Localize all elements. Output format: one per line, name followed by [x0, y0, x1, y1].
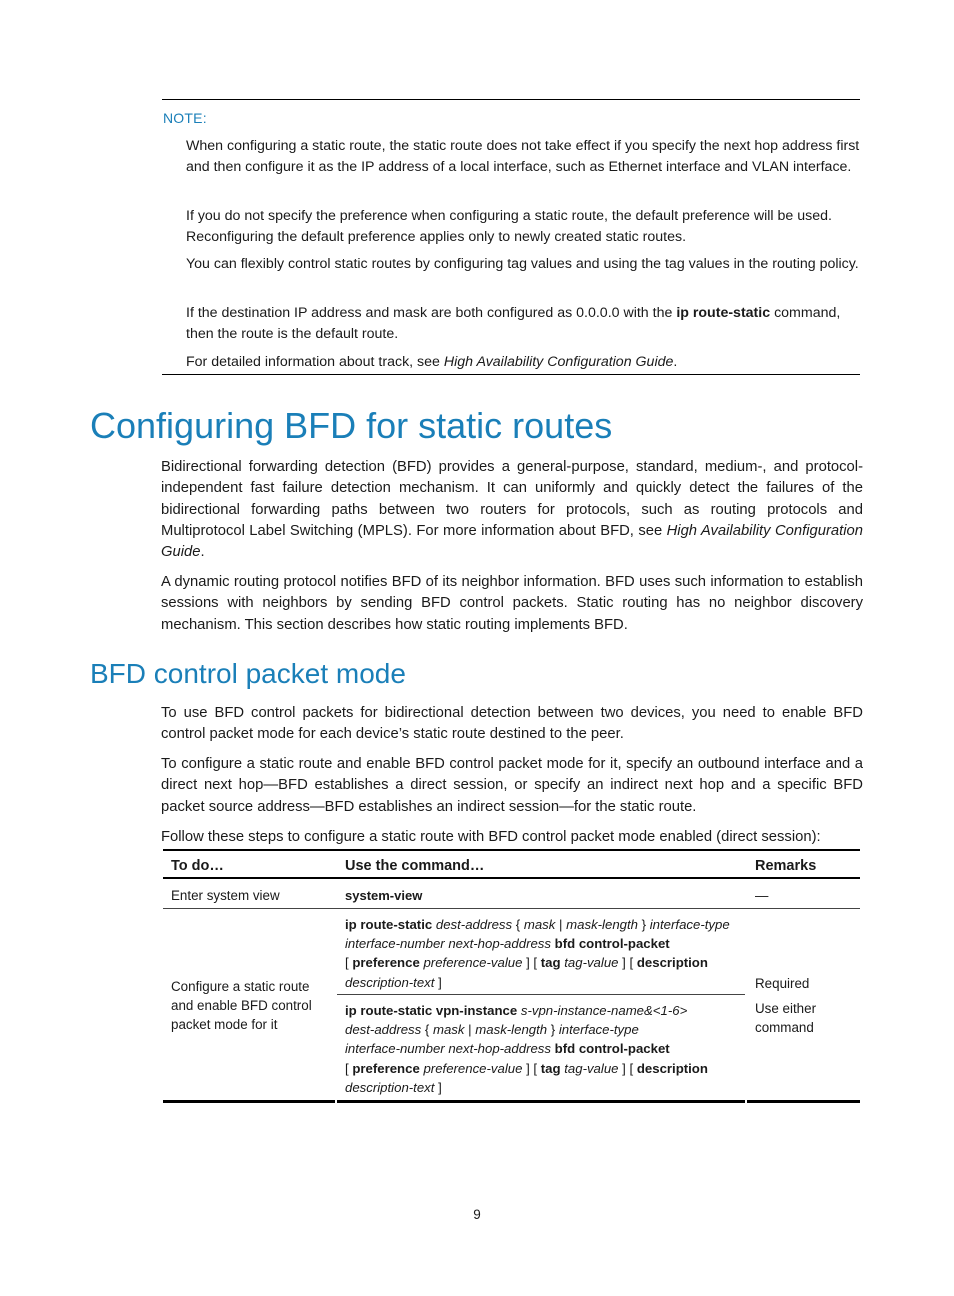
cmd1-brace: { — [515, 917, 521, 932]
note-paragraph-4 — [186, 303, 860, 345]
note-paragraph-1: When configuring a static route, the static route does not take effect if you specify the next hop address first and then configure it as the IP address of a local interface, such as Ethernet interface and VLAN interface. — [186, 138, 860, 175]
table-header-command: Use the command… — [345, 858, 485, 874]
cmd2-brace: } — [550, 1022, 556, 1038]
note-p4-text-after: command, then the route is the default route. — [186, 305, 841, 342]
table-inner-rule — [337, 994, 745, 995]
note-paragraph-3: You can flexibly control static routes by configuring tag values and using the tag values in the routing policy. — [186, 256, 859, 272]
cmd2-keyword: ip route-static vpn-instance — [345, 1003, 518, 1018]
note-p4-text: If the destination IP address and mask are both configured as 0.0.0.0 with the — [186, 305, 677, 321]
row2-command-1 — [345, 915, 745, 992]
cmd2-pipe: | — [468, 1022, 472, 1038]
section2-paragraph-2: To configure a static route and enable BFD control packet mode for it, specify an outbound interface and a direct next hop—BFD establishes a direct session, or specify an indirect next hop and a specific BFD packet source address—BFD establishes an indirect session—for the static route. — [161, 756, 863, 815]
cmd2-keyword: tag — [540, 1060, 561, 1076]
cmd1-keyword: tag — [540, 955, 561, 971]
cmd1-keyword: bfd control-packet — [554, 936, 670, 952]
table-bottom-rule-2 — [337, 1100, 745, 1103]
note-box — [162, 99, 860, 375]
cmd2-arg: tag-value — [564, 1060, 619, 1076]
note-paragraph-2: If you do not specify the preference when configuring a static route, the default preference will be used. Reconfiguring the default preference applies only to newly created static routes. — [186, 208, 832, 245]
cmd1-arg: tag-value — [564, 955, 619, 971]
cmd2-arg: description-text — [345, 1079, 435, 1095]
cmd2-bracket: ] [ — [526, 1060, 538, 1076]
cmd1-keyword: preference — [352, 955, 420, 971]
row1-command: system-view — [345, 888, 423, 903]
cmd2-bracket: [ — [345, 1060, 349, 1076]
cmd2-arg: preference-value — [423, 1060, 523, 1076]
note-p5-guide-ref: High Availability Configuration Guide — [443, 354, 674, 370]
cmd1-bracket: ] — [438, 974, 442, 990]
section1-paragraph-1 — [161, 457, 863, 563]
cmd2-arg: dest-address — [345, 1022, 422, 1038]
cmd1-keyword: description — [636, 955, 708, 971]
cmd1-arg: dest-address — [435, 917, 513, 932]
note-p5-text: For detailed information about track, see — [186, 354, 444, 370]
table-bottom-rule-3 — [747, 1100, 860, 1103]
section1-p1-text-after: . — [200, 544, 205, 561]
section1-p1-guide-ref: High Availability Configuration Guide — [161, 522, 863, 561]
note-paragraph-5 — [186, 352, 860, 373]
cmd2-arg: mask-length — [475, 1022, 548, 1038]
section-title-bfd-control-packet-mode: BFD control packet mode — [90, 658, 406, 689]
cmd2-arg: interface-type — [558, 1022, 639, 1038]
cmd1-brace: } — [641, 917, 647, 932]
cmd2-arg: interface-number next-hop-address — [345, 1041, 551, 1057]
row2-remarks-required: Required — [755, 976, 810, 991]
cmd1-bracket: ] [ — [622, 955, 634, 971]
page-number: 9 — [473, 1207, 481, 1222]
cmd2-bracket: ] — [438, 1079, 442, 1095]
cmd1-keyword: ip route-static — [345, 917, 433, 932]
section-title-bfd-static-routes: Configuring BFD for static routes — [90, 405, 613, 446]
table-top-rule — [163, 849, 860, 851]
cmd1-pipe: | — [559, 917, 563, 932]
table-bottom-rule-1 — [163, 1100, 335, 1103]
cmd2-keyword: bfd control-packet — [554, 1041, 670, 1057]
row2-command-2 — [345, 1001, 745, 1097]
section1-p1-text: Bidirectional forwarding detection (BFD) provides a general-purpose, standard, medium-, and protocol-independent fast failure detection mechanism. It can uniformly and quickly detect the failures of the bidirectional forwarding paths between two routers for protocols, such as routing protocols and Multiprotocol Label Switching (MPLS). For more information about BFD, see — [161, 459, 863, 539]
row2-remarks-either: Use either command — [755, 1001, 817, 1035]
cmd2-bracket: ] [ — [622, 1060, 634, 1076]
cmd1-arg: preference-value — [423, 955, 523, 971]
section1-paragraph-2: A dynamic routing protocol notifies BFD of its neighbor information. BFD uses such information to establish sessions with neighbors by sending BFD control packets. Static routing has no neighbor discovery mechanism. This section describes how static routing implements BFD. — [161, 574, 863, 633]
cmd2-keyword: preference — [352, 1060, 420, 1076]
row2-todo: Configure a static route and enable BFD control packet mode for it — [171, 979, 312, 1032]
section2-paragraph-1: To use BFD control packets for bidirectional detection between two devices, you need to enable BFD control packet mode for each device’s static route destined to the peer. — [161, 705, 863, 743]
cmd1-arg: mask — [523, 917, 556, 932]
note-label: NOTE: — [163, 110, 207, 126]
cmd1-bracket: [ — [345, 955, 349, 971]
row1-remarks: — — [755, 888, 769, 903]
cmd2-keyword: description — [636, 1060, 708, 1076]
cmd2-brace: { — [424, 1022, 430, 1038]
cmd2-arg: mask — [432, 1022, 465, 1038]
row1-todo: Enter system view — [171, 888, 280, 903]
cmd1-arg: interface-type — [649, 917, 730, 932]
cmd1-arg: interface-number next-hop-address — [345, 936, 551, 952]
section2-paragraph-3: Follow these steps to configure a static route with BFD control packet mode enabled (direct session): — [161, 829, 821, 845]
note-p5-text-after: . — [673, 354, 678, 370]
note-p4-command: ip route-static — [676, 305, 771, 321]
cmd2-arg: s-vpn-instance-name&<1-6> — [520, 1003, 688, 1018]
cmd1-arg: description-text — [345, 974, 435, 990]
table-header-rule — [163, 877, 860, 879]
cmd1-bracket: ] [ — [526, 955, 538, 971]
table-header-remarks: Remarks — [755, 858, 817, 874]
table-header-todo: To do… — [171, 858, 224, 874]
cmd1-arg: mask-length — [566, 917, 638, 932]
table-row-rule — [163, 908, 860, 909]
